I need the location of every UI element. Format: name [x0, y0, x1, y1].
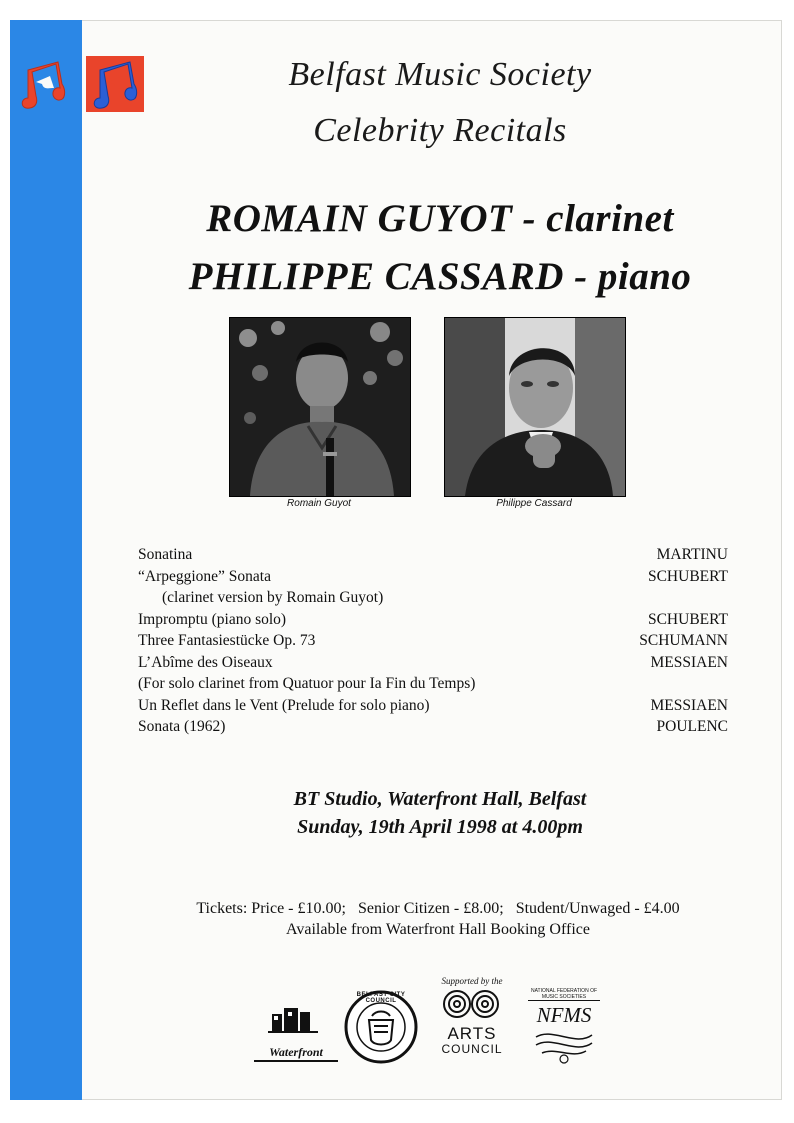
- programme-row: [138, 630, 728, 652]
- city-council-crest: [344, 990, 418, 1064]
- work-note: (clarinet version by Romain Guyot): [162, 589, 384, 606]
- caption-romain-guyot: Romain Guyot: [287, 498, 351, 509]
- work-note: (For solo clarinet from Quatuor pour Ia Fin du Temps): [138, 675, 476, 692]
- composer: POULENC: [656, 718, 728, 735]
- arts-council-line1: ARTS: [447, 1024, 497, 1043]
- ticket-prices: Tickets: Price - £10.00; Senior Citizen - £8.00; Student/Unwaged - £4.00: [196, 900, 680, 917]
- work-title: Sonatina: [138, 546, 193, 563]
- concert-datetime: Sunday, 19th April 1998 at 4.00pm: [297, 816, 583, 838]
- programme-row: [138, 716, 728, 738]
- caption-philippe-cassard: Philippe Cassard: [496, 498, 572, 509]
- photo-romain-guyot: [229, 317, 411, 497]
- nfms-logo: [528, 988, 600, 1064]
- composer: SCHUMANN: [639, 632, 728, 649]
- composer: MARTINU: [656, 546, 728, 563]
- arts-council-logo: [430, 976, 514, 1066]
- waterfront-label: Waterfront: [254, 1045, 338, 1062]
- music-note-logo-red: [14, 58, 72, 114]
- composer: SCHUBERT: [647, 610, 728, 628]
- performer-clarinet: ROMAIN GUYOT - clarinet: [206, 197, 674, 240]
- city-council-label: BELFAST CITY COUNCIL: [356, 992, 406, 1004]
- arts-council-line2: COUNCIL: [441, 1042, 503, 1056]
- work-title: Un Reflet dans le Vent (Prelude for solo piano): [138, 696, 430, 714]
- society-name: Belfast Music Society: [288, 56, 592, 93]
- work-title: L’Abîme des Oiseaux: [138, 653, 273, 671]
- venue-location: BT Studio, Waterfront Hall, Belfast: [293, 788, 587, 810]
- programme-row: [138, 544, 728, 566]
- series-name: Celebrity Recitals: [313, 112, 567, 149]
- waterfront-logo: [254, 1004, 338, 1060]
- nfms-caption: NATIONAL FEDERATION OF MUSIC SOCIETIES: [528, 988, 600, 1001]
- blue-side-stripe: [10, 20, 82, 1100]
- arts-supported-text: Supported by the: [441, 976, 503, 986]
- programme-row: [138, 587, 728, 609]
- work-title: Three Fantasiestücke Op. 73: [138, 632, 316, 649]
- photo-philippe-cassard: [444, 317, 626, 497]
- programme-row: [138, 609, 728, 631]
- ticket-availability: Available from Waterfront Hall Booking Office: [286, 921, 590, 938]
- nfms-monogram: NFMS: [536, 1003, 592, 1027]
- programme-row: [138, 566, 728, 588]
- arts-council-spiral-icon: [437, 988, 507, 1020]
- work-title: Sonata (1962): [138, 718, 226, 735]
- programme-row: [138, 695, 728, 717]
- work-title: Impromptu (piano solo): [138, 610, 287, 628]
- nfms-flourish-icon: [532, 1029, 596, 1065]
- programme-row: [138, 673, 728, 695]
- work-title: “Arpeggione” Sonata: [138, 567, 271, 585]
- programme-row: [138, 652, 728, 674]
- composer: SCHUBERT: [647, 567, 728, 585]
- composer: MESSIAEN: [650, 696, 728, 714]
- programme-list: [138, 544, 728, 738]
- composer: MESSIAEN: [650, 653, 728, 671]
- performer-piano: PHILIPPE CASSARD - piano: [188, 255, 692, 298]
